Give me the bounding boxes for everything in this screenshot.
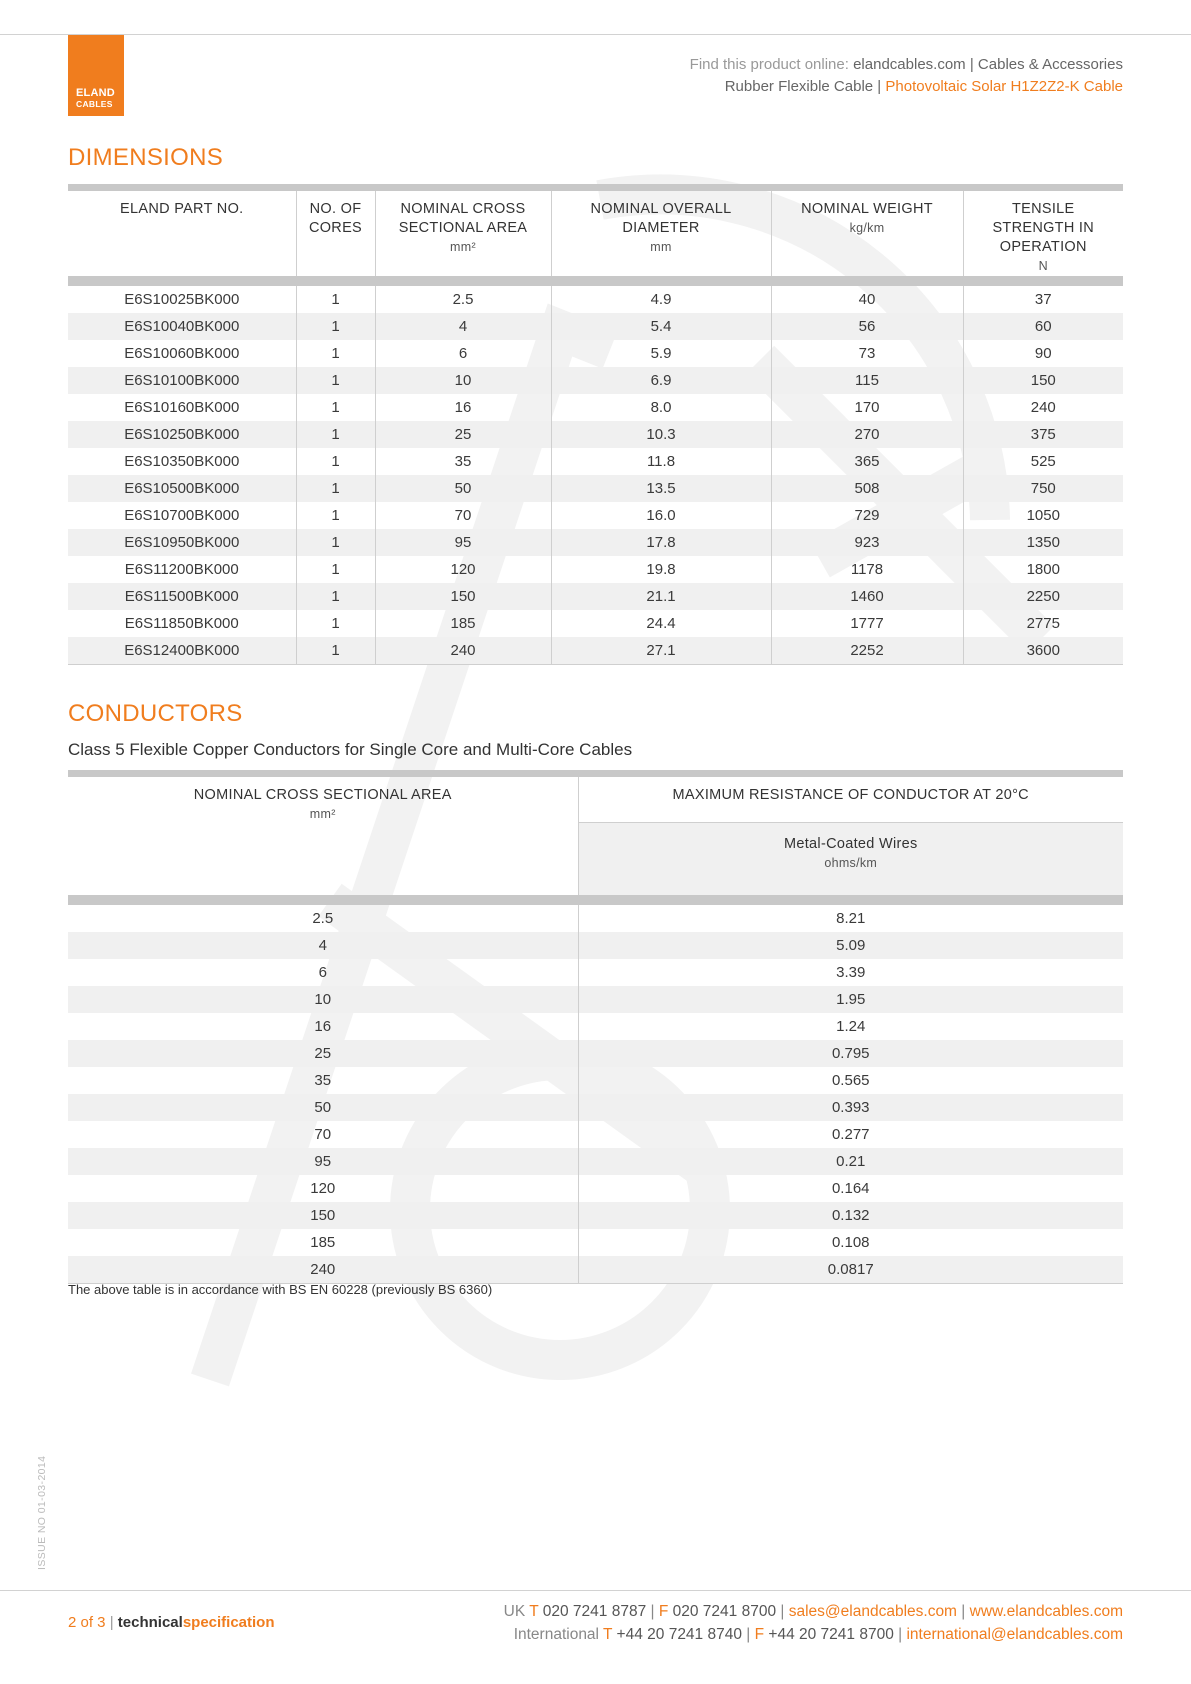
logo-line-1: ELAND (76, 87, 115, 99)
table-cell: 16.0 (551, 502, 771, 529)
table-cell: E6S12400BK000 (68, 637, 296, 665)
intl-phone[interactable]: +44 20 7241 8740 (616, 1626, 742, 1643)
table-cell: 1.24 (578, 1013, 1123, 1040)
table-cell: 270 (771, 421, 963, 448)
table-cell: 95 (68, 1148, 578, 1175)
table-cell: 10 (375, 367, 551, 394)
col-cross-sectional-area: NOMINAL CROSS SECTIONAL AREA mm² (193, 787, 452, 821)
uk-label: UK (503, 1603, 526, 1620)
footer-separator: | (898, 1626, 903, 1643)
table-row (68, 1148, 1123, 1175)
conductors-title: CONDUCTORS (68, 700, 243, 727)
table-cell: 6 (318, 964, 327, 981)
table-cell: 73 (771, 340, 963, 367)
table-row (68, 394, 1123, 421)
table-row (68, 556, 1123, 583)
table-cell: 70 (375, 502, 551, 529)
table-cell: 1 (296, 637, 375, 665)
footer-separator: | (746, 1626, 751, 1643)
table-cell: 16 (314, 1018, 332, 1035)
table-row (68, 637, 1123, 665)
table-row (68, 1121, 1123, 1148)
table-cell: E6S10025BK000 (124, 291, 240, 308)
table-cell: 1 (296, 556, 375, 583)
table-cell: 1800 (963, 556, 1123, 583)
table-cell: 3.39 (578, 959, 1123, 986)
table-cell: 25 (375, 421, 551, 448)
table-cell: 1178 (771, 556, 963, 583)
table-cell: 10.3 (551, 421, 771, 448)
table-row (68, 502, 1123, 529)
table-cell: 6 (375, 340, 551, 367)
table-cell: 1 (296, 421, 375, 448)
col-nominal-weight: NOMINAL WEIGHT kg/km (771, 188, 963, 282)
col-max-resistance: MAXIMUM RESISTANCE OF CONDUCTOR AT 20°C (578, 774, 1123, 823)
col-part-no: ELAND PART NO. (120, 201, 244, 217)
table-cell: 1 (296, 610, 375, 637)
table-cell: 365 (771, 448, 963, 475)
table-row (68, 1067, 1123, 1094)
table-cell: 0.108 (578, 1229, 1123, 1256)
page-number: 2 of 3 (68, 1614, 106, 1631)
table-cell: 8.21 (578, 900, 1123, 932)
table-cell: 923 (771, 529, 963, 556)
table-cell: 8.0 (551, 394, 771, 421)
logo-line-2: CABLES (76, 99, 113, 109)
table-row (68, 281, 1123, 313)
table-cell: 0.21 (578, 1148, 1123, 1175)
table-cell: 90 (963, 340, 1123, 367)
col-no-of-cores: NO. OF CORES (296, 188, 375, 282)
table-cell: 1050 (963, 502, 1123, 529)
table-cell: E6S10060BK000 (124, 345, 240, 362)
table-cell: 750 (963, 475, 1123, 502)
table-cell: 21.1 (551, 583, 771, 610)
table-row (68, 529, 1123, 556)
fax-label: F (754, 1626, 765, 1643)
table-row (68, 610, 1123, 637)
conductors-table (68, 770, 1123, 1284)
table-cell: 5.4 (551, 313, 771, 340)
footer-separator: | (780, 1603, 785, 1620)
table-cell: 1.95 (578, 986, 1123, 1013)
table-cell: 56 (771, 313, 963, 340)
header-breadcrumb (690, 54, 1123, 98)
table-cell: 170 (771, 394, 963, 421)
table-row (68, 986, 1123, 1013)
table-cell: 6.9 (551, 367, 771, 394)
table-cell: 2250 (963, 583, 1123, 610)
table-row (68, 1175, 1123, 1202)
table-row (68, 1094, 1123, 1121)
col-overall-diameter: NOMINAL OVERALL DIAMETER mm (551, 188, 771, 282)
table-cell: 2252 (771, 637, 963, 665)
table-cell: 185 (310, 1234, 336, 1251)
table-cell: 50 (375, 475, 551, 502)
table-cell: 240 (963, 394, 1123, 421)
table-row (68, 448, 1123, 475)
table-row (68, 1256, 1123, 1284)
uk-email-link[interactable]: sales@elandcables.com (788, 1603, 957, 1620)
conductors-subtitle: Class 5 Flexible Copper Conductors for Single Core and Multi-Core Cables (68, 740, 633, 759)
standards-note: The above table is in accordance with BS EN 60228 (previously BS 6360) (68, 1282, 493, 1297)
table-cell: 150 (68, 1202, 578, 1229)
table-cell: 0.795 (578, 1040, 1123, 1067)
brand-specification: specification (182, 1614, 275, 1631)
table-row (68, 313, 1123, 340)
site-link[interactable]: elandcables.com (853, 56, 966, 73)
table-cell: 0.277 (578, 1121, 1123, 1148)
table-cell: E6S10100BK000 (68, 367, 296, 394)
table-cell: E6S10350BK000 (124, 453, 240, 470)
table-cell: 729 (771, 502, 963, 529)
table-cell: 4.9 (551, 281, 771, 313)
breadcrumb-product[interactable]: Photovoltaic Solar H1Z2Z2-K Cable (885, 78, 1123, 95)
phone-label: T (603, 1626, 613, 1643)
table-cell: 1 (296, 583, 375, 610)
table-cell: 4 (375, 313, 551, 340)
table-cell: E6S10040BK000 (68, 313, 296, 340)
table-cell: E6S10500BK000 (68, 475, 296, 502)
table-cell: 1 (296, 502, 375, 529)
table-cell: 1350 (963, 529, 1123, 556)
table-cell: 25 (68, 1040, 578, 1067)
top-divider (0, 34, 1191, 35)
table-cell: 1 (296, 394, 375, 421)
international-label: International (513, 1626, 599, 1643)
table-cell: 35 (375, 448, 551, 475)
eland-cables-logo[interactable] (68, 35, 124, 116)
table-cell: 19.8 (551, 556, 771, 583)
table-row (68, 932, 1123, 959)
table-cell: 1 (296, 475, 375, 502)
table-cell: 5.09 (578, 932, 1123, 959)
table-cell: 2.5 (375, 281, 551, 313)
col-tensile-strength: TENSILE STRENGTH IN OPERATION N (963, 188, 1123, 282)
table-cell: 115 (771, 367, 963, 394)
table-cell: E6S10700BK000 (124, 507, 240, 524)
breadcrumb-separator: | (969, 56, 974, 73)
table-cell: 37 (963, 281, 1123, 313)
table-row (68, 583, 1123, 610)
footer-separator: | (650, 1603, 655, 1620)
table-cell: 0.565 (578, 1067, 1123, 1094)
table-cell: 1 (296, 340, 375, 367)
table-row (68, 1202, 1123, 1229)
table-cell: 3600 (963, 637, 1123, 665)
table-cell: 0.0817 (578, 1256, 1123, 1284)
table-cell: 1460 (771, 583, 963, 610)
table-cell: 70 (314, 1126, 332, 1143)
table-cell: 0.132 (578, 1202, 1123, 1229)
table-cell: 240 (68, 1256, 578, 1284)
footer-page-info (68, 1614, 275, 1631)
intl-fax: +44 20 7241 8700 (768, 1626, 894, 1643)
table-cell: 11.8 (551, 448, 771, 475)
table-row (68, 900, 1123, 932)
table-cell: 1 (296, 281, 375, 313)
table-cell: 375 (963, 421, 1123, 448)
table-cell: 4 (68, 932, 578, 959)
table-row (68, 1040, 1123, 1067)
breadcrumb-separator: | (877, 78, 882, 95)
table-cell: 508 (771, 475, 963, 502)
breadcrumb-rubber-flexible[interactable]: Rubber Flexible Cable (724, 78, 874, 95)
table-row (68, 475, 1123, 502)
table-cell: 27.1 (551, 637, 771, 665)
breadcrumb-cables-accessories[interactable]: Cables & Accessories (977, 56, 1123, 73)
table-cell: 1777 (771, 610, 963, 637)
table-cell: 35 (314, 1072, 332, 1089)
footer-separator: | (109, 1614, 114, 1631)
table-cell: E6S11500BK000 (68, 583, 296, 610)
footer-separator: | (961, 1603, 966, 1620)
bottom-divider (0, 1590, 1191, 1591)
table-cell: 5.9 (551, 340, 771, 367)
table-row (68, 959, 1123, 986)
brand-technical: technical (117, 1614, 183, 1631)
table-cell: 185 (375, 610, 551, 637)
website-link[interactable]: www.elandcables.com (969, 1603, 1123, 1620)
table-cell: 2775 (963, 610, 1123, 637)
uk-phone[interactable]: 020 7241 8787 (542, 1603, 647, 1620)
col-metal-coated-wires: Metal-Coated Wires ohms/km (578, 823, 1123, 901)
find-online-label: Find this product online: (689, 56, 849, 73)
table-row (68, 421, 1123, 448)
table-cell: 95 (375, 529, 551, 556)
table-cell: E6S11200BK000 (124, 561, 239, 578)
table-row (68, 1229, 1123, 1256)
table-cell: 0.393 (578, 1094, 1123, 1121)
table-cell: 2.5 (312, 910, 334, 927)
table-cell: 150 (963, 367, 1123, 394)
table-cell: E6S11850BK000 (124, 615, 239, 632)
table-cell: 120 (375, 556, 551, 583)
table-cell: 16 (375, 394, 551, 421)
table-cell: 50 (68, 1094, 578, 1121)
table-cell: 0.164 (578, 1175, 1123, 1202)
table-cell: E6S10950BK000 (68, 529, 296, 556)
table-cell: 17.8 (551, 529, 771, 556)
table-row (68, 367, 1123, 394)
table-cell: 150 (375, 583, 551, 610)
dimensions-title: DIMENSIONS (68, 144, 224, 171)
table-cell: 1 (296, 313, 375, 340)
table-cell: 10 (68, 986, 578, 1013)
table-cell: 1 (296, 367, 375, 394)
col-cross-sectional-area: NOMINAL CROSS SECTIONAL AREA mm² (375, 188, 551, 282)
table-cell: 1 (296, 448, 375, 475)
table-cell: 40 (771, 281, 963, 313)
issue-number: ISSUE NO 01-03-2014 (36, 1455, 48, 1570)
table-cell: 24.4 (551, 610, 771, 637)
table-cell: 1 (296, 529, 375, 556)
dimensions-table (68, 184, 1123, 665)
table-cell: 525 (963, 448, 1123, 475)
table-cell: 60 (963, 313, 1123, 340)
table-cell: E6S10160BK000 (124, 399, 240, 416)
uk-fax: 020 7241 8700 (672, 1603, 777, 1620)
table-cell: 13.5 (551, 475, 771, 502)
table-cell: 120 (310, 1180, 336, 1197)
table-cell: E6S10250BK000 (68, 421, 296, 448)
phone-label: T (529, 1603, 539, 1620)
table-row (68, 1013, 1123, 1040)
intl-email-link[interactable]: international@elandcables.com (906, 1626, 1123, 1643)
fax-label: F (658, 1603, 669, 1620)
table-cell: 240 (375, 637, 551, 665)
footer-contacts (504, 1600, 1123, 1646)
table-row (68, 340, 1123, 367)
